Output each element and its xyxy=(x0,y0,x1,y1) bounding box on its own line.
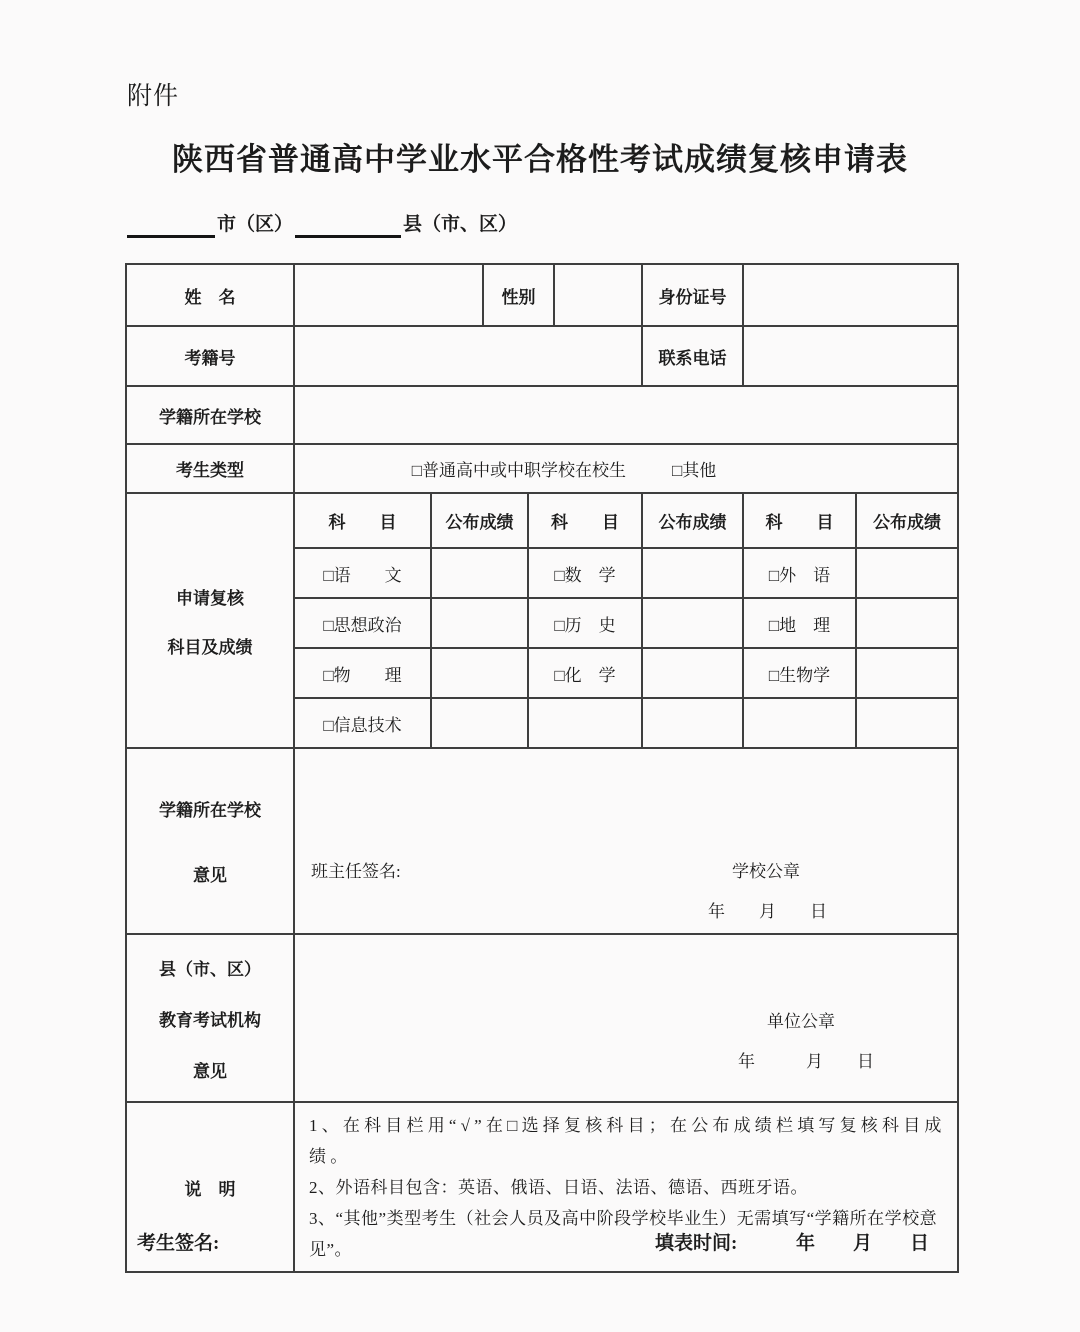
subject-cell-foreign-language: □外 语 xyxy=(743,548,856,598)
county-opinion-label-line1: 县（市、区） xyxy=(159,959,261,979)
subject-header-1: 科 目 xyxy=(294,493,431,548)
score-cell-math xyxy=(642,548,743,598)
score-cell-chemistry xyxy=(642,648,743,698)
review-label-line1: 申请复核 xyxy=(176,588,244,608)
name-value-cell xyxy=(294,264,483,326)
name-label: 姓 名 xyxy=(126,264,294,326)
application-form-table xyxy=(125,263,959,1273)
subject-cell-information-technology: □信息技术 xyxy=(294,698,431,748)
county-opinion-label-line2: 教育考试机构 xyxy=(159,1010,261,1030)
phone-label: 联系电话 xyxy=(642,326,743,386)
county-blank-line xyxy=(295,214,401,238)
score-header-3: 公布成绩 xyxy=(856,493,958,548)
subject-cell-biology: □生物学 xyxy=(743,648,856,698)
school-opinion-cell xyxy=(294,748,958,934)
score-cell-information-technology xyxy=(431,698,528,748)
subject-cell-chemistry: □化 学 xyxy=(528,648,642,698)
subject-cell-empty-2 xyxy=(743,698,856,748)
subject-header-2: 科 目 xyxy=(528,493,642,548)
county-suffix-label: 县（市、区） xyxy=(403,214,518,235)
school-label: 学籍所在学校 xyxy=(126,386,294,444)
region-line xyxy=(127,212,519,238)
school-opinion-label xyxy=(126,748,294,934)
review-subjects-label xyxy=(126,493,294,748)
note-line-2: 2、外语科目包含：英语、俄语、日语、法语、德语、西班牙语。 xyxy=(309,1178,808,1197)
score-cell-politics xyxy=(431,598,528,648)
score-cell-biology xyxy=(856,648,958,698)
county-opinion-label-line3: 意见 xyxy=(193,1061,227,1081)
score-cell-physics xyxy=(431,648,528,698)
candidate-signature-label: 考生签名: xyxy=(137,1233,220,1254)
city-blank-line xyxy=(127,214,215,238)
unit-seal-label: 单位公章 xyxy=(767,1012,835,1031)
score-cell-chinese xyxy=(431,548,528,598)
school-value-cell xyxy=(294,386,958,444)
gender-value-cell xyxy=(554,264,642,326)
note-line-1: 1、在科目栏用“√”在□选择复核科目；在公布成绩栏填写复核科目成绩。 xyxy=(309,1116,946,1166)
id-number-value-cell xyxy=(743,264,958,326)
subject-cell-math: □数 学 xyxy=(528,548,642,598)
subject-cell-politics: □思想政治 xyxy=(294,598,431,648)
note-line-3: 3、“其他”类型考生（社会人员及高中阶段学校毕业生）无需填写“学籍所在学校意见”。 xyxy=(309,1209,938,1259)
fill-time-label: 填表时间: xyxy=(655,1233,738,1254)
score-header-2: 公布成绩 xyxy=(642,493,743,548)
county-opinion-cell xyxy=(294,934,958,1102)
county-opinion-date: 年 月 日 xyxy=(738,1052,874,1071)
type-option-regular-checkbox: □普通高中或中职学校在校生 xyxy=(411,461,626,480)
subject-cell-history: □历 史 xyxy=(528,598,642,648)
exam-number-label: 考籍号 xyxy=(126,326,294,386)
fill-date: 年 月 日 xyxy=(796,1233,930,1254)
type-option-other-checkbox: □其他 xyxy=(672,461,717,480)
exam-number-value-cell xyxy=(294,326,642,386)
phone-value-cell xyxy=(743,326,958,386)
teacher-signature-label: 班主任签名: xyxy=(311,862,401,881)
score-header-1: 公布成绩 xyxy=(431,493,528,548)
form-title: 陕西省普通高中学业水平合格性考试成绩复核申请表 xyxy=(172,142,908,177)
school-seal-label: 学校公章 xyxy=(732,862,800,881)
subject-cell-geography: □地 理 xyxy=(743,598,856,648)
score-cell-empty-1 xyxy=(642,698,743,748)
subject-cell-physics: □物 理 xyxy=(294,648,431,698)
score-cell-empty-2 xyxy=(856,698,958,748)
score-cell-history xyxy=(642,598,743,648)
city-suffix-label: 市（区） xyxy=(217,214,294,235)
review-label-line2: 科目及成绩 xyxy=(167,637,253,657)
gender-label: 性别 xyxy=(483,264,554,326)
id-number-label: 身份证号 xyxy=(642,264,743,326)
score-cell-geography xyxy=(856,598,958,648)
subject-header-3: 科 目 xyxy=(743,493,856,548)
candidate-type-label: 考生类型 xyxy=(126,444,294,493)
candidate-type-options-cell xyxy=(294,444,958,493)
score-cell-foreign-language xyxy=(856,548,958,598)
notes-label: 说 明 xyxy=(126,1102,294,1272)
school-opinion-date: 年 月 日 xyxy=(708,902,827,921)
subject-cell-empty-1 xyxy=(528,698,642,748)
school-opinion-label-line1: 学籍所在学校 xyxy=(159,801,261,820)
school-opinion-label-line2: 意见 xyxy=(193,866,227,885)
county-opinion-label xyxy=(126,934,294,1102)
subject-cell-chinese: □语 文 xyxy=(294,548,431,598)
attachment-label: 附件 xyxy=(127,82,180,110)
